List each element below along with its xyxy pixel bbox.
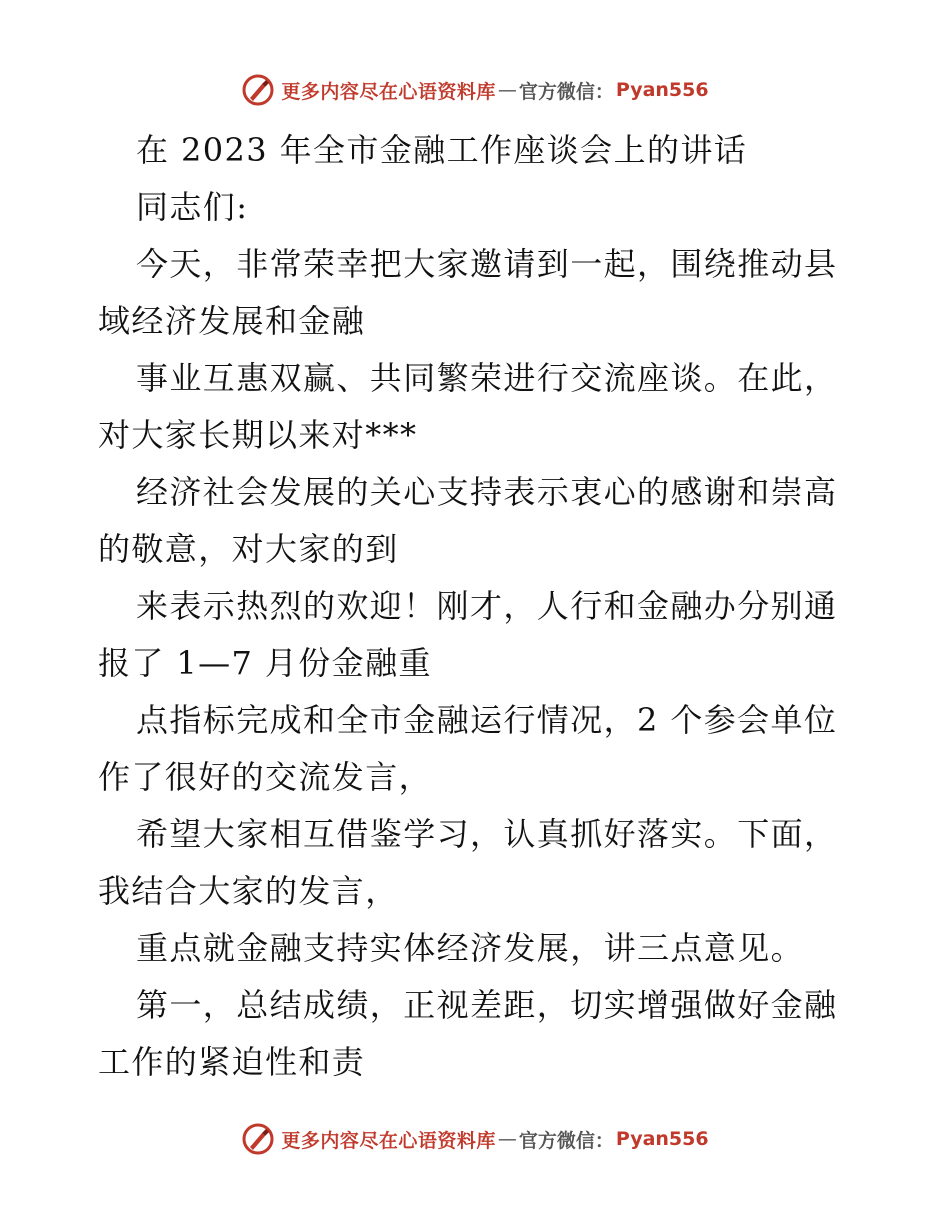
paragraph-line: 域经济发展和金融 <box>98 302 366 340</box>
wechat-label: 官方微信： <box>518 1129 614 1152</box>
brand-text: 更多内容尽在心语资料库 <box>281 80 496 103</box>
banner-separator: — <box>497 1128 517 1150</box>
pen-logo-icon <box>241 73 275 107</box>
paragraph-line: 重点就金融支持实体经济发展，讲三点意见。 <box>136 929 805 967</box>
wechat-id: Pyan556 <box>615 79 709 101</box>
wechat-id: Pyan556 <box>615 1128 709 1150</box>
pen-logo-icon <box>241 1122 275 1156</box>
header-banner <box>0 70 950 110</box>
paragraph-line: 作了很好的交流发言， <box>98 758 433 796</box>
paragraph-line: 的敬意，对大家的到 <box>98 530 399 568</box>
paragraph-line: 同志们: <box>136 188 249 226</box>
brand-text: 更多内容尽在心语资料库 <box>281 1129 496 1152</box>
paragraph-line: 经济社会发展的关心支持表示衷心的感谢和崇高 <box>136 473 838 511</box>
paragraph-line: 来表示热烈的欢迎！刚才，人行和金融办分别通 <box>136 587 838 625</box>
banner-separator: — <box>497 79 517 101</box>
wechat-label: 官方微信： <box>518 80 614 103</box>
paragraph-line: 点指标完成和全市金融运行情况，2 个参会单位 <box>136 701 838 739</box>
footer-banner <box>0 1119 950 1159</box>
document-body <box>98 122 858 1091</box>
paragraph-line: 报了 1—7 月份金融重 <box>98 644 432 682</box>
paragraph-line: 对大家长期以来对*** <box>98 416 418 454</box>
paragraph-line: 第一，总结成绩，正视差距，切实增强做好金融 <box>136 986 838 1024</box>
paragraph-line: 希望大家相互借鉴学习，认真抓好落实。下面， <box>136 815 838 853</box>
paragraph-line: 我结合大家的发言， <box>98 872 399 910</box>
paragraph-line: 今天，非常荣幸把大家邀请到一起，围绕推动县 <box>136 245 838 283</box>
paragraph-line: 事业互惠双赢、共同繁荣进行交流座谈。在此， <box>136 359 838 397</box>
paragraph-line: 工作的紧迫性和责 <box>98 1043 366 1081</box>
document-title: 在 2023 年全市金融工作座谈会上的讲话 <box>136 131 748 169</box>
